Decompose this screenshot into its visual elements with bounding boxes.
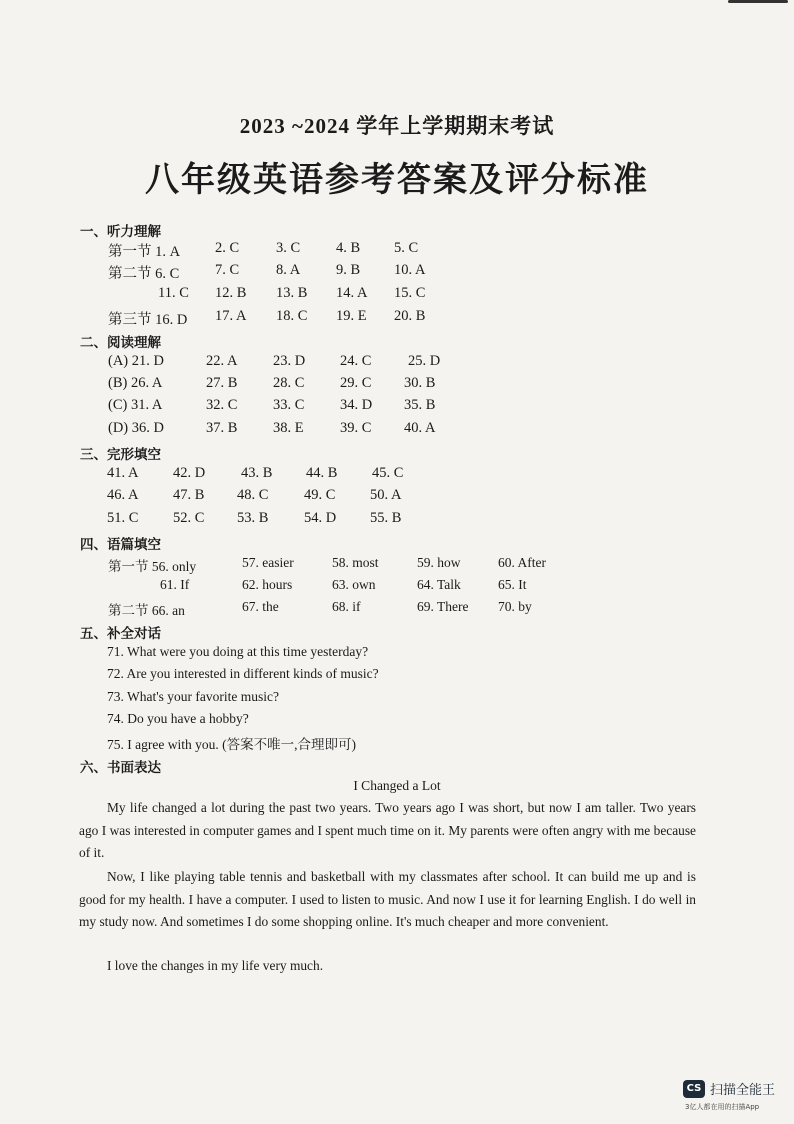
answer-item: 33. C: [273, 397, 305, 413]
answer-item: 64. Talk: [417, 577, 461, 592]
answer-item: (D) 36. D: [108, 420, 164, 436]
answer-item: 11. C: [158, 285, 189, 301]
answer-item: 29. C: [340, 375, 372, 391]
answer-item: 35. B: [404, 397, 436, 413]
section-heading-writing: 六、书面表达: [80, 760, 161, 776]
answer-item: 15. C: [394, 285, 426, 301]
dialogue-answer: 71. What were you doing at this time yesterday?: [107, 644, 369, 659]
page-title: 八年级英语参考答案及评分标准: [145, 160, 649, 200]
answer-item: 52. C: [173, 510, 205, 526]
answer-item: 14. A: [336, 285, 368, 301]
answer-item: 45. C: [372, 465, 404, 481]
section-heading-passage-fill: 四、语篇填空: [80, 537, 161, 553]
answer-item: 30. B: [404, 375, 436, 391]
answer-item: 4. B: [336, 240, 361, 256]
dialogue-answer: 73. What's your favorite music?: [107, 689, 280, 704]
answer-item: 13. B: [276, 285, 308, 301]
answer-item: 第三节 16. D: [108, 312, 188, 328]
answer-item: 48. C: [237, 487, 269, 503]
answer-item: 22. A: [206, 353, 238, 369]
answer-item: 57. easier: [242, 555, 294, 570]
section-heading-listening: 一、听力理解: [80, 224, 161, 240]
scanner-tagline: 3亿人都在用的扫描App: [685, 1103, 760, 1111]
answer-item: 5. C: [394, 240, 419, 256]
answer-item: 25. D: [408, 353, 441, 369]
section-heading-dialogue: 五、补全对话: [80, 626, 161, 642]
answer-item: 60. After: [498, 555, 546, 570]
answer-item: 63. own: [332, 577, 376, 592]
dialogue-answer: 74. Do you have a hobby?: [107, 711, 249, 726]
essay-title: I Changed a Lot: [353, 778, 441, 793]
answer-item: 8. A: [276, 262, 301, 278]
answer-item: 47. B: [173, 487, 205, 503]
answer-item: 第一节 1. A: [108, 244, 181, 260]
answer-item: 34. D: [340, 397, 373, 413]
answer-item: 70. by: [498, 599, 532, 614]
answer-item: 46. A: [107, 487, 139, 503]
answer-item: 38. E: [273, 420, 304, 436]
camscanner-icon: CS: [683, 1080, 705, 1098]
answer-item: 第二节 66. an: [108, 603, 185, 618]
answer-item: 59. how: [417, 555, 461, 570]
answer-item: 37. B: [206, 420, 238, 436]
answer-item: 2. C: [215, 240, 240, 256]
answer-item: 40. A: [404, 420, 436, 436]
essay-paragraph: My life changed a lot during the past two years. Two years ago I was short, but now I am taller. Two years ago I was interested in computer games and I spent much time on it. My parents were often angry with me because of it.: [79, 800, 696, 860]
section-heading-reading: 二、阅读理解: [80, 335, 161, 351]
answer-item: 62. hours: [242, 577, 293, 592]
dialogue-answer: 72. Are you interested in different kinds of music?: [107, 666, 379, 681]
answer-item: 54. D: [304, 510, 337, 526]
answer-item: (C) 31. A: [108, 397, 163, 413]
essay-paragraph: Now, I like playing table tennis and basketball with my classmates after school. It can build me up and is good for my health. I have a computer. I used to listen to music. And now I use it for learning English. I do well in my study now. And sometimes I do some shopping online. It's much cheaper and more convenient.: [79, 869, 696, 929]
essay-paragraph: I love the changes in my life very much.: [107, 958, 324, 973]
answer-item: 18. C: [276, 308, 308, 324]
answer-item: 55. B: [370, 510, 402, 526]
answer-item: 7. C: [215, 262, 240, 278]
scanner-logo-text: 扫描全能王: [710, 1083, 776, 1098]
answer-item: 28. C: [273, 375, 305, 391]
answer-item: 53. B: [237, 510, 269, 526]
answer-item: 41. A: [107, 465, 139, 481]
answer-item: 49. C: [304, 487, 336, 503]
answer-item: 51. C: [107, 510, 139, 526]
section-heading-cloze: 三、完形填空: [80, 447, 161, 463]
answer-item: (A) 21. D: [108, 353, 164, 369]
answer-item: 23. D: [273, 353, 306, 369]
answer-item: 43. B: [241, 465, 273, 481]
answer-item: 第二节 6. C: [108, 266, 180, 282]
answer-item: 50. A: [370, 487, 402, 503]
answer-item: 27. B: [206, 375, 238, 391]
answer-item: 12. B: [215, 285, 247, 301]
scan-edge-mark: [728, 0, 788, 3]
answer-item: 68. if: [332, 599, 361, 614]
answer-item: 65. It: [498, 577, 527, 592]
answer-item: 第一节 56. only: [108, 559, 197, 574]
answer-item: 67. the: [242, 599, 279, 614]
answer-item: 69. There: [417, 599, 469, 614]
answer-item: 9. B: [336, 262, 361, 278]
answer-item: (B) 26. A: [108, 375, 163, 391]
answer-item: 61. If: [160, 577, 190, 592]
answer-item: 58. most: [332, 555, 379, 570]
exam-subtitle: 2023 ~2024 学年上学期期末考试: [239, 114, 555, 138]
answer-item: 24. C: [340, 353, 372, 369]
answer-item: 19. E: [336, 308, 367, 324]
answer-item: 39. C: [340, 420, 372, 436]
answer-item: 20. B: [394, 308, 426, 324]
answer-item: 3. C: [276, 240, 301, 256]
dialogue-answer: 75. I agree with you. (答案不唯一,合理即可): [107, 737, 356, 752]
answer-item: 10. A: [394, 262, 426, 278]
answer-item: 44. B: [306, 465, 338, 481]
answer-item: 17. A: [215, 308, 247, 324]
answer-item: 42. D: [173, 465, 206, 481]
scanner-logo: [683, 1079, 775, 1098]
answer-item: 32. C: [206, 397, 238, 413]
